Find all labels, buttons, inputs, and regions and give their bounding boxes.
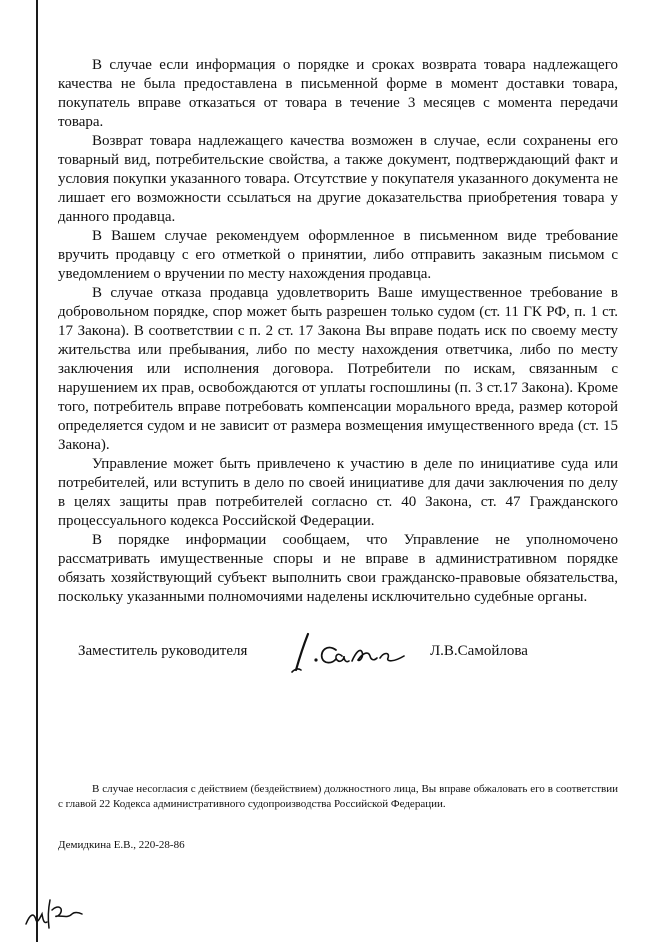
paragraph-court: В случае отказа продавца удовлетворить Ваше имущественное требование в добровольном порядке, спор может быть разрешен только судом (ст. 11 ГК РФ, п. 1 ст. 17 Закона). В соответствии с п. 2 ст. 17 Закона Вы вправе подать иск по своему месту жительства или пребывания, либо по месту нахождения ответчика, либо по месту заключения или исполнения договора. Потребители по искам, связанным с нарушением их прав, освобождаются от уплаты госпошлины (п. 3 ст.17 Закона). Кроме того, потребитель вправе потребовать компенсации морального вреда, размер которой определяется судом и не зависит от размера возмещения имущественного вреда (ст. 15 Закона). (58, 285, 618, 453)
paragraph-authority-limits: В порядке информации сообщаем, что Управление не уполномочено рассматривать имущественные споры и не вправе в административном порядке обязать хозяйствующий субъект выполнить свои гражданско-правовые обязательства, поскольку указанными полномочиями наделены исключительно судебные органы. (58, 532, 618, 605)
margin-rule (36, 0, 38, 942)
paragraph-return-info: В случае если информация о порядке и сроках возврата товара надлежащего качества не была предоставлена в письменной форме в момент доставки товара, покупатель вправе отказаться от товара в течение 3 месяцев с момента передачи товара. (58, 57, 618, 130)
signer-role: Заместитель руководителя (78, 643, 248, 659)
letter-body (58, 56, 618, 607)
appeal-footnote: В случае несогласия с действием (бездействием) должностного лица, Вы вправе обжаловать его в соответствии с главой 22 Кодекса административного судопроизводства Российской Федерации. (58, 783, 618, 810)
paragraph-authority-involvement: Управление может быть привлечено к участию в деле по инициативе суда или потребителей, или вступить в дело по своей инициативе для дачи заключения по делу в целях защиты прав потребителей согласно ст. 40 Закона, ст. 47 Гражданского процессуального кодекса Российской Федерации. (58, 456, 618, 529)
signer-name: Л.В.Самойлова (430, 643, 528, 659)
paragraph-return-conditions: Возврат товара надлежащего качества возможен в случае, если сохранены его товарный вид, потребительские свойства, а также документ, подтверждающий факт и условия покупки указанного товара. Отсутствие у покупателя указанного документа не лишает его возможности ссылаться на другие доказательства приобретения товара у данного продавца. (58, 133, 618, 225)
signature-block (58, 626, 618, 676)
handwritten-initials-mark (24, 896, 84, 930)
handwritten-signature (282, 626, 412, 676)
paragraph-recommendation: В Вашем случае рекомендуем оформленное в письменном виде требование вручить продавцу с его отметкой о принятии, либо отправить заказным письмом с уведомлением о вручении по месту нахождения продавца. (58, 228, 618, 282)
executor-contact: Демидкина Е.В., 220-28-86 (58, 839, 185, 851)
